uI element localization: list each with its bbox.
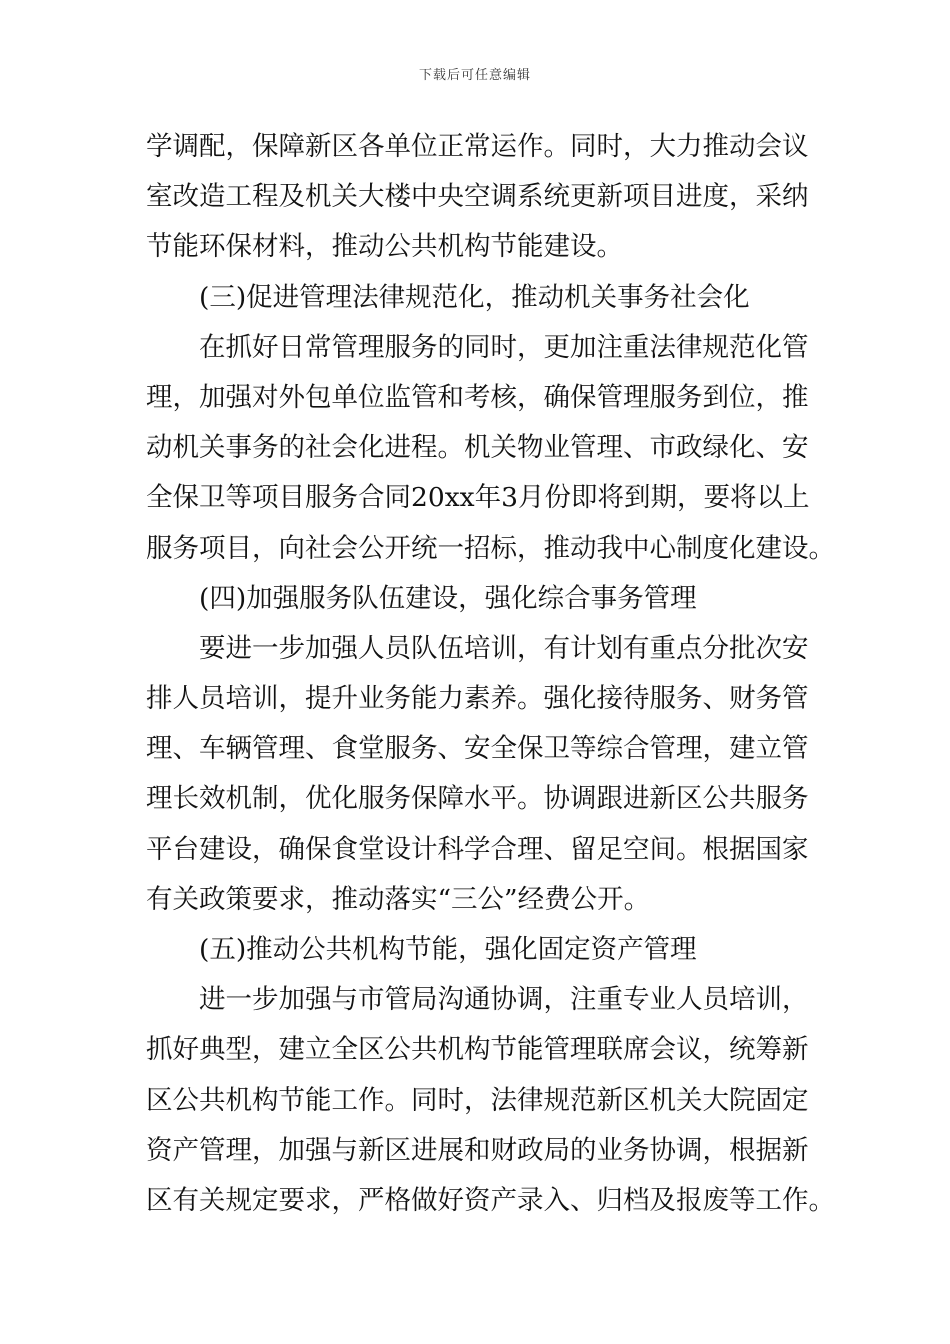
text-line: 在抓好日常管理服务的同时，更加注重法律规范化管 — [199, 331, 809, 363]
section-heading-3: (三)促进管理法律规范化，推动机关事务社会化 — [199, 281, 750, 313]
text-line: 全保卫等项目服务合同20xx年3月份即将到期，要将以上 — [146, 482, 810, 514]
page-header: 下载后可任意编辑 — [418, 68, 531, 83]
text-line: 平台建设，确保食堂设计科学合理、留足空间。根据国家 — [146, 833, 809, 865]
text-line: 资产管理，加强与新区进展和财政局的业务协调，根据新 — [146, 1134, 809, 1166]
text-line: 抓好典型，建立全区公共机构节能管理联席会议，统筹新 — [146, 1034, 809, 1066]
text-line: 学调配，保障新区各单位正常运作。同时，大力推动会议 — [146, 131, 809, 162]
text-line: 进一步加强与市管局沟通协调，注重专业人员培训， — [199, 984, 809, 1016]
text-line: 排人员培训，提升业务能力素养。强化接待服务、财务管 — [146, 683, 809, 715]
text-line: 理，加强对外包单位监管和考核，确保管理服务到位，推 — [146, 381, 809, 413]
text-line: 理长效机制，优化服务保障水平。协调跟进新区公共服务 — [146, 783, 809, 815]
text-line: 动机关事务的社会化进程。机关物业管理、市政绿化、安 — [146, 432, 809, 464]
text-line: 区公共机构节能工作。同时，法律规范新区机关大院固定 — [146, 1084, 809, 1116]
document-body — [146, 122, 835, 1226]
text-line: 有关政策要求，推动落实“三公”经费公开。 — [146, 883, 651, 915]
section-heading-5: (五)推动公共机构节能，强化固定资产管理 — [199, 934, 697, 965]
text-line: 理、车辆管理、食堂服务、安全保卫等综合管理，建立管 — [146, 733, 809, 765]
section-heading-4: (四)加强服务队伍建设，强化综合事务管理 — [199, 582, 697, 614]
text-line: 要进一步加强人员队伍培训，有计划有重点分批次安 — [199, 632, 809, 664]
text-line: 室改造工程及机关大楼中央空调系统更新项目进度，采纳 — [146, 181, 809, 213]
text-line: 区有关规定要求，严格做好资产录入、归档及报废等工作。 — [146, 1184, 835, 1216]
text-line: 服务项目，向社会公开统一招标，推动我中心制度化建设。 — [146, 532, 835, 564]
text-line: 节能环保材料，推动公共机构节能建设。 — [146, 231, 623, 263]
